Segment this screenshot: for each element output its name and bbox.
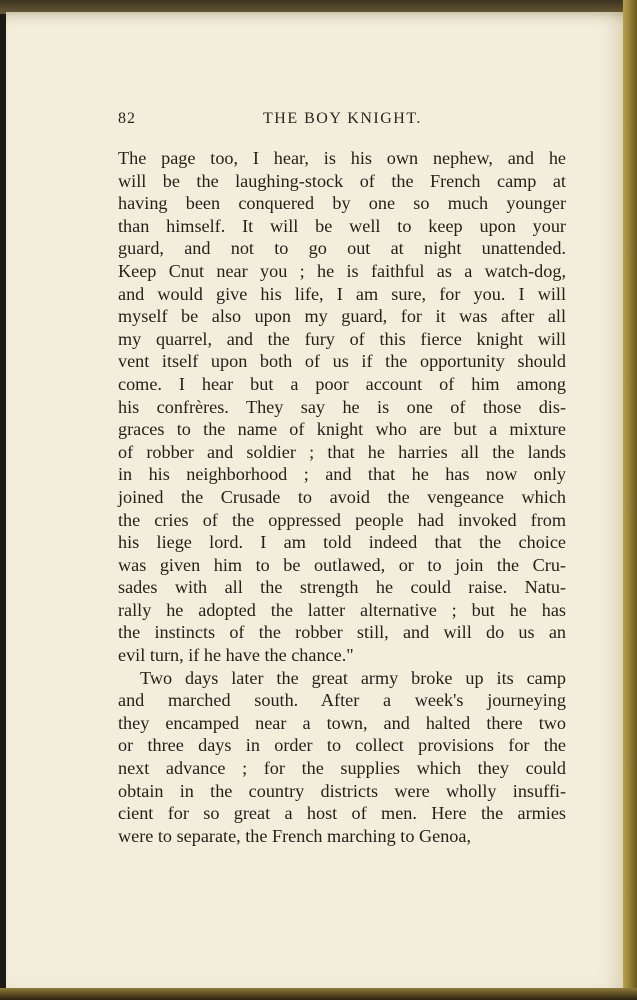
body-text <box>118 147 566 847</box>
text-line: joined the Crusade to avoid the vengeance which <box>118 486 566 507</box>
text-line: and would give his life, I am sure, for you. I will <box>118 283 566 304</box>
text-line: they encamped near a town, and halted there two <box>118 712 566 733</box>
text-line: having been conquered by one so much younger <box>118 193 566 214</box>
text-line: his confrères. They say he is one of those dis- <box>118 396 566 417</box>
text-line: was given him to be outlawed, or to join the Cru- <box>118 554 566 575</box>
text-line: the cries of the oppressed people had invoked from <box>118 509 566 530</box>
text-line: of robber and soldier ; that he harries all the lands <box>118 441 566 462</box>
text-line: come. I hear but a poor account of him among <box>118 373 566 394</box>
text-line: in his neighborhood ; and that he has now only <box>118 464 566 485</box>
text-line: the instincts of the robber still, and will do us an <box>118 622 566 643</box>
running-header <box>118 110 568 132</box>
text-line: The page too, I hear, is his own nephew, and he <box>118 148 566 168</box>
text-line: will be the laughing-stock of the French camp at <box>118 170 566 191</box>
text-line: graces to the name of knight who are but a mixture <box>118 419 566 440</box>
text-line: Two days later the great army broke up its camp <box>140 667 566 688</box>
text-line: vent itself upon both of us if the opportunity should <box>118 351 566 372</box>
text-line: my quarrel, and the fury of this fierce knight will <box>118 328 566 349</box>
book-binding-edge <box>623 0 637 1000</box>
text-line: and marched south. After a week's journeying <box>118 690 566 711</box>
running-title: THE BOY KNIGHT. <box>263 110 422 127</box>
page-number: 82 <box>118 110 136 127</box>
page-bottom-edge <box>0 988 637 1000</box>
text-line: obtain in the country districts were wholly insuffi- <box>118 780 566 801</box>
text-line: were to separate, the French marching to Genoa, <box>118 825 471 846</box>
text-line: evil turn, if he have the chance." <box>118 645 354 666</box>
text-line: Keep Cnut near you ; he is faithful as a watch-dog, <box>118 260 566 281</box>
text-line: next advance ; for the supplies which they could <box>118 758 566 779</box>
text-line: or three days in order to collect provisions for the <box>118 735 566 756</box>
text-line: his liege lord. I am told indeed that the choice <box>118 532 566 553</box>
text-line: sades with all the strength he could raise. Natu- <box>118 577 566 598</box>
text-line: cient for so great a host of men. Here the armies <box>118 803 566 824</box>
text-line: than himself. It will be well to keep upon your <box>118 215 566 236</box>
text-line: myself be also upon my guard, for it was after all <box>118 306 566 327</box>
text-line: guard, and not to go out at night unattended. <box>118 238 566 259</box>
text-line: rally he adopted the latter alternative ; but he has <box>118 599 566 620</box>
